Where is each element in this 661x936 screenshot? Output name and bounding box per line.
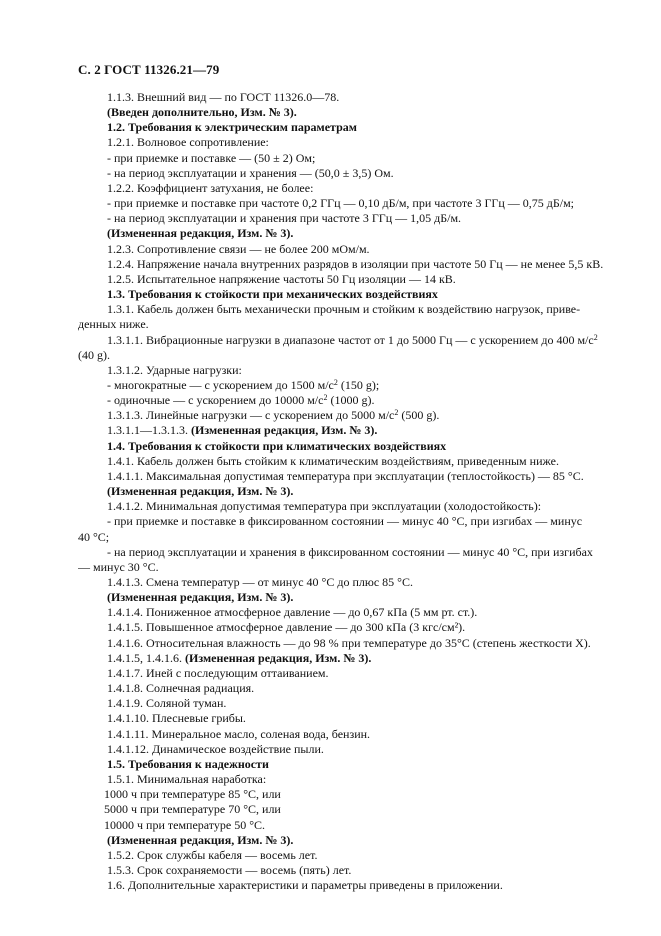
list-item: - при приемке и поставке в фиксированном состоянии — минус 40 °С, при изгибах — минус — [107, 514, 583, 529]
text-line: 1.4.1.9. Соляной туман. — [107, 696, 227, 711]
text-line: 1.4.1. Кабель должен быть стойким к климатическим воздействиям, приведенным ниже. — [107, 453, 559, 468]
text-line: 1.5.1. Минимальная наработка: — [107, 772, 267, 787]
amendment-note: (Введен дополнительно, Изм. № 3). — [107, 105, 297, 120]
text-line — [78, 423, 608, 438]
text-line: 1.6. Дополнительные характеристики и параметры приведены в приложении. — [107, 878, 503, 893]
text-line: 1.2.4. Напряжение начала внутренних разрядов в изоляции при частоте 50 Гц — не менее 5,5 кВ. — [107, 256, 604, 271]
text-line: 1.2.1. Волновое сопротивление: — [107, 135, 269, 150]
line-text: - многократные — с ускорением до 1500 м/с — [107, 377, 334, 392]
text-line: 1.4.1.6. Относительная влажность — до 98 % при температуре до 35°С (степень жесткости X). — [107, 635, 591, 650]
amendment-note: (Измененная редакция, Изм. № 3). — [191, 423, 378, 438]
superscript: 2 — [333, 377, 338, 387]
text-line: 1.4.1.12. Динамическое воздействие пыли. — [107, 741, 324, 756]
section-heading: 1.2. Требования к электрическим параметрам — [107, 120, 357, 135]
text-line: 1.4.1.3. Смена температур — от минус 40 °С до плюс 85 °С. — [107, 575, 413, 589]
text-line: 1.2.5. Испытательное напряжение частоты 50 Гц изоляции — 14 кВ. — [107, 271, 456, 286]
line-text: (500 g). — [398, 408, 440, 423]
document-body — [78, 90, 608, 893]
list-item: - на период эксплуатации и хранения — (50,0 ± 3,5) Ом. — [107, 165, 394, 180]
text-line: 1.2.2. Коэффициент затухания, не более: — [107, 180, 314, 195]
line-text: (1000 g). — [327, 393, 375, 408]
text-line: 1.4.1.8. Солнечная радиация. — [107, 681, 255, 696]
amendment-note: (Измененная редакция, Изм. № 3). — [107, 226, 294, 241]
list-item: - при приемке и поставке — (50 ± 2) Ом; — [107, 150, 316, 165]
text-line: 1.5.3. Срок сохраняемости — восемь (пять) лет. — [107, 862, 352, 877]
list-item — [78, 378, 608, 393]
text-line — [78, 333, 608, 348]
superscript: 2 — [394, 408, 399, 418]
text-line: 1000 ч при температуре 85 °С, или — [104, 787, 281, 802]
section-heading: 1.5. Требования к надежности — [107, 756, 269, 771]
text-line: 5000 ч при температуре 70 °С, или — [104, 802, 281, 817]
text-line: 1.4.1.2. Минимальная допустимая температура при эксплуатации (холодостойкость): — [107, 499, 542, 514]
text-line: 1.1.3. Внешний вид — по ГОСТ 11326.0—78. — [107, 90, 340, 104]
line-text: 1.3.1.3. Линейные нагрузки — с ускорением до 5000 м/с — [107, 408, 395, 423]
amendment-note: (Измененная редакция, Изм. № 3). — [107, 832, 294, 847]
list-item: - на период эксплуатации и хранения при частоте 3 ГГц — 1,05 дБ/м. — [107, 211, 462, 226]
text-line: 1.2.3. Сопротивление связи — не более 200 мОм/м. — [107, 241, 370, 256]
page-header: С. 2 ГОСТ 11326.21—79 — [78, 62, 220, 77]
text-line: 1.4.1.7. Иней с последующим оттаиванием. — [107, 665, 329, 680]
text-line: 1.4.1.1. Максимальная допустимая температура при эксплуатации (теплостойкость) — 85 °С. — [107, 468, 584, 483]
text-line: 1.4.1.5. Повышенное атмосферное давление — до 300 кПа (3 кгс/см²). — [107, 620, 466, 635]
text-line: (40 g). — [78, 347, 110, 362]
text-line: 1.4.1.4. Пониженное атмосферное давление — до 0,67 кПа (5 мм рт. ст.). — [107, 605, 478, 620]
section-heading: 1.3. Требования к стойкости при механических воздействиях — [107, 287, 438, 302]
text-line: — минус 30 °С. — [78, 559, 159, 574]
amendment-note: (Измененная редакция, Изм. № 3). — [107, 590, 294, 605]
list-item — [78, 393, 608, 408]
text-line: 1.3.1. Кабель должен быть механически прочным и стойким к воздействию нагрузок, приве- — [107, 302, 581, 317]
line-text: - одиночные — с ускорением до 10000 м/с — [107, 393, 324, 408]
line-text: 1.3.1.1. Вибрационные нагрузки в диапазоне частот от 1 до 5000 Гц — с ускорением до 400 м/с — [107, 332, 594, 347]
line-text: 1.4.1.5, 1.4.1.6. — [107, 650, 182, 665]
amendment-note: (Измененная редакция, Изм. № 3). — [185, 650, 372, 665]
list-item: - при приемке и поставке при частоте 0,2 ГГц — 0,10 дБ/м, при частоте 3 ГГц — 0,75 дБ/м; — [107, 196, 575, 211]
superscript: 2 — [323, 393, 328, 403]
amendment-note: (Измененная редакция, Изм. № 3). — [107, 484, 294, 499]
section-heading: 1.4. Требования к стойкости при климатических воздействиях — [107, 438, 447, 453]
list-item: - на период эксплуатации и хранения в фиксированном состоянии — минус 40 °С, при изгибах — [107, 544, 593, 559]
line-text: (150 g); — [337, 377, 380, 392]
superscript: 2 — [593, 332, 598, 342]
line-text: 1.3.1.1—1.3.1.3. — [107, 423, 188, 438]
text-line: денных ниже. — [78, 317, 149, 332]
text-line: 1.3.1.2. Ударные нагрузки: — [107, 362, 242, 377]
text-line: 1.4.1.11. Минеральное масло, соленая вода, бензин. — [107, 726, 371, 741]
text-line — [78, 408, 608, 423]
text-line: 10000 ч при температуре 50 °С. — [104, 817, 266, 832]
text-line — [78, 651, 608, 666]
text-line: 1.5.2. Срок службы кабеля — восемь лет. — [107, 847, 318, 862]
text-line: 1.4.1.10. Плесневые грибы. — [107, 711, 246, 726]
text-line: 40 °С; — [78, 529, 110, 544]
